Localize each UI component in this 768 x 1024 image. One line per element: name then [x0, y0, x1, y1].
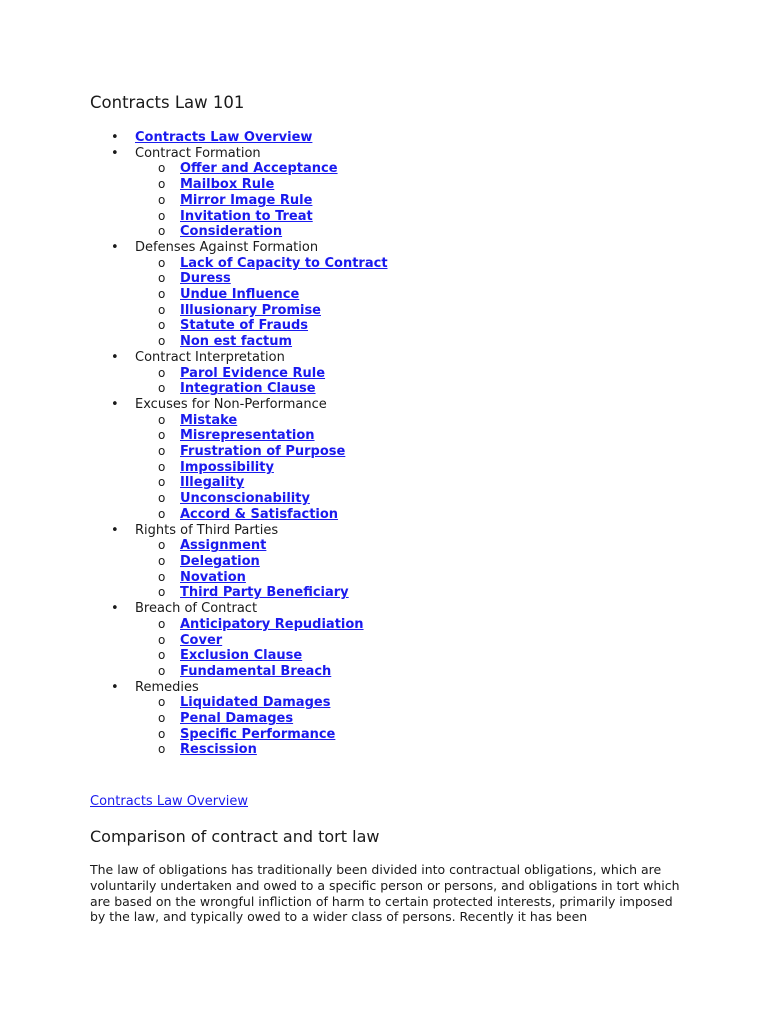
toc-sublink[interactable]: Novation	[180, 569, 246, 585]
toc-sublink[interactable]: Impossibility	[180, 459, 274, 475]
toc-sublink[interactable]: Cover	[180, 632, 223, 648]
bullet-icon: •	[111, 679, 119, 695]
circle-bullet-icon: o	[158, 695, 166, 710]
toc-sublist	[158, 413, 728, 523]
toc-sublink[interactable]: Mistake	[180, 412, 238, 428]
toc-subitem[interactable]	[158, 334, 728, 350]
toc-subitem[interactable]	[158, 303, 728, 319]
toc-sublink[interactable]: Specific Performance	[180, 726, 336, 742]
bullet-icon: •	[111, 396, 119, 412]
toc-sublink[interactable]: Statute of Frauds	[180, 318, 309, 334]
body-paragraph: The law of obligations has traditionally been divided into contractual obligations, which are voluntarily undertaken and owed to a specific person or persons, and obligations in tort which are based on the wrongful infliction of harm to certain protected interests, primarily imposed by the law, and typically owed to a wider class of persons. Recently it has been	[90, 862, 680, 925]
circle-bullet-icon: o	[158, 287, 166, 302]
toc-item[interactable]	[108, 130, 728, 146]
toc-subitem[interactable]	[158, 413, 728, 429]
toc-sublink[interactable]: Misrepresentation	[180, 428, 315, 444]
toc-subitem[interactable]	[158, 491, 728, 507]
bullet-icon: •	[111, 349, 119, 365]
toc-sublist	[158, 366, 728, 397]
circle-bullet-icon: o	[158, 506, 166, 521]
toc-category-label: Rights of Third Parties	[135, 522, 279, 538]
bullet-icon: •	[111, 145, 119, 161]
toc-category-label: Remedies	[135, 679, 199, 695]
toc-subitem[interactable]	[158, 648, 728, 664]
toc-sublist	[158, 695, 728, 758]
circle-bullet-icon: o	[158, 365, 166, 380]
toc-subitem[interactable]	[158, 585, 728, 601]
circle-bullet-icon: o	[158, 428, 166, 443]
toc-sublink[interactable]: Rescission	[180, 742, 257, 758]
toc-sublist	[158, 161, 728, 240]
toc-subitem[interactable]	[158, 428, 728, 444]
circle-bullet-icon: o	[158, 553, 166, 568]
circle-bullet-icon: o	[158, 569, 166, 584]
toc-subitem[interactable]	[158, 161, 728, 177]
bullet-icon: •	[111, 601, 119, 617]
circle-bullet-icon: o	[158, 208, 166, 223]
toc-sublink[interactable]: Duress	[180, 271, 231, 287]
toc-item	[108, 240, 728, 350]
toc-sublink[interactable]: Parol Evidence Rule	[180, 365, 326, 381]
toc-sublink[interactable]: Non est factum	[180, 334, 293, 350]
toc-subitem[interactable]	[158, 507, 728, 523]
circle-bullet-icon: o	[158, 538, 166, 553]
toc-subitem[interactable]	[158, 177, 728, 193]
circle-bullet-icon: o	[158, 711, 166, 726]
section-link-contracts-law-overview[interactable]: Contracts Law Overview	[90, 794, 249, 809]
toc-subitem[interactable]	[158, 570, 728, 586]
section-heading: Comparison of contract and tort law	[90, 827, 380, 846]
bullet-icon: •	[111, 239, 119, 255]
toc-sublist	[158, 617, 728, 680]
toc-item	[108, 397, 728, 523]
toc-sublink[interactable]: Liquidated Damages	[180, 695, 331, 711]
toc-category-label: Contract Formation	[135, 145, 261, 161]
circle-bullet-icon: o	[158, 742, 166, 757]
bullet-icon: •	[111, 522, 119, 538]
toc-sublink[interactable]: Lack of Capacity to Contract	[180, 255, 388, 271]
circle-bullet-icon: o	[158, 616, 166, 631]
circle-bullet-icon: o	[158, 177, 166, 192]
toc-subitem[interactable]	[158, 554, 728, 570]
toc-category-label: Contract Interpretation	[135, 349, 285, 365]
toc-sublink[interactable]: Invitation to Treat	[180, 208, 313, 224]
toc-sublink[interactable]: Integration Clause	[180, 381, 316, 397]
toc-subitem[interactable]	[158, 366, 728, 382]
toc-link[interactable]: Contracts Law Overview	[135, 130, 313, 145]
toc-subitem[interactable]	[158, 664, 728, 680]
toc-subitem[interactable]	[158, 193, 728, 209]
toc-item	[108, 601, 728, 680]
toc-item	[108, 146, 728, 240]
toc-sublink[interactable]: Assignment	[180, 538, 267, 554]
toc-subitem[interactable]	[158, 318, 728, 334]
circle-bullet-icon: o	[158, 444, 166, 459]
toc-sublink[interactable]: Frustration of Purpose	[180, 444, 346, 460]
toc-subitem[interactable]	[158, 381, 728, 397]
toc-item	[108, 523, 728, 602]
circle-bullet-icon: o	[158, 585, 166, 600]
circle-bullet-icon: o	[158, 255, 166, 270]
toc-subitem[interactable]	[158, 287, 728, 303]
toc-sublink[interactable]: Consideration	[180, 224, 283, 240]
circle-bullet-icon: o	[158, 318, 166, 333]
circle-bullet-icon: o	[158, 224, 166, 239]
toc-subitem[interactable]	[158, 460, 728, 476]
circle-bullet-icon: o	[158, 648, 166, 663]
toc-subitem[interactable]	[158, 271, 728, 287]
circle-bullet-icon: o	[158, 726, 166, 741]
toc-sublink[interactable]: Unconscionability	[180, 491, 310, 507]
toc-sublink[interactable]: Mirror Image Rule	[180, 192, 313, 208]
toc-sublink[interactable]: Exclusion Clause	[180, 648, 303, 664]
circle-bullet-icon: o	[158, 663, 166, 678]
toc-sublist	[158, 256, 728, 350]
toc-subitem[interactable]	[158, 209, 728, 225]
circle-bullet-icon: o	[158, 381, 166, 396]
toc-item	[108, 350, 728, 397]
circle-bullet-icon: o	[158, 632, 166, 647]
toc-sublink[interactable]: Fundamental Breach	[180, 663, 332, 679]
circle-bullet-icon: o	[158, 412, 166, 427]
toc-sublink[interactable]: Offer and Acceptance	[180, 161, 338, 177]
toc-sublink[interactable]: Penal Damages	[180, 711, 294, 727]
circle-bullet-icon: o	[158, 271, 166, 286]
toc-subitem[interactable]	[158, 742, 728, 758]
toc-sublink[interactable]: Anticipatory Repudiation	[180, 616, 364, 632]
toc-category-label: Defenses Against Formation	[135, 239, 319, 255]
circle-bullet-icon: o	[158, 334, 166, 349]
toc-sublink[interactable]: Delegation	[180, 553, 260, 569]
toc-sublink[interactable]: Illegality	[180, 475, 245, 491]
toc-sublink[interactable]: Illusionary Promise	[180, 302, 321, 318]
toc-subitem[interactable]	[158, 633, 728, 649]
toc-item	[108, 680, 728, 759]
toc-subitem[interactable]	[158, 711, 728, 727]
toc-sublink[interactable]: Accord & Satisfaction	[180, 506, 339, 522]
toc-list	[108, 130, 728, 758]
circle-bullet-icon: o	[158, 459, 166, 474]
toc-subitem[interactable]	[158, 224, 728, 240]
toc-subitem[interactable]	[158, 538, 728, 554]
bullet-icon: •	[111, 130, 119, 145]
circle-bullet-icon: o	[158, 475, 166, 490]
toc-sublink[interactable]: Third Party Beneficiary	[180, 585, 349, 601]
toc-subitem[interactable]	[158, 617, 728, 633]
toc-subitem[interactable]	[158, 444, 728, 460]
toc-subitem[interactable]	[158, 256, 728, 272]
toc-category-label: Breach of Contract	[135, 601, 258, 617]
circle-bullet-icon: o	[158, 192, 166, 207]
circle-bullet-icon: o	[158, 161, 166, 176]
toc-subitem[interactable]	[158, 475, 728, 491]
toc-sublink[interactable]: Mailbox Rule	[180, 177, 275, 193]
toc-subitem[interactable]	[158, 695, 728, 711]
toc-sublink[interactable]: Undue Influence	[180, 287, 300, 303]
toc-category-label: Excuses for Non-Performance	[135, 396, 327, 412]
circle-bullet-icon: o	[158, 302, 166, 317]
document-title: Contracts Law 101	[90, 93, 245, 112]
toc-sublist	[158, 538, 728, 601]
circle-bullet-icon: o	[158, 491, 166, 506]
toc-subitem[interactable]	[158, 727, 728, 743]
table-of-contents	[108, 130, 728, 758]
